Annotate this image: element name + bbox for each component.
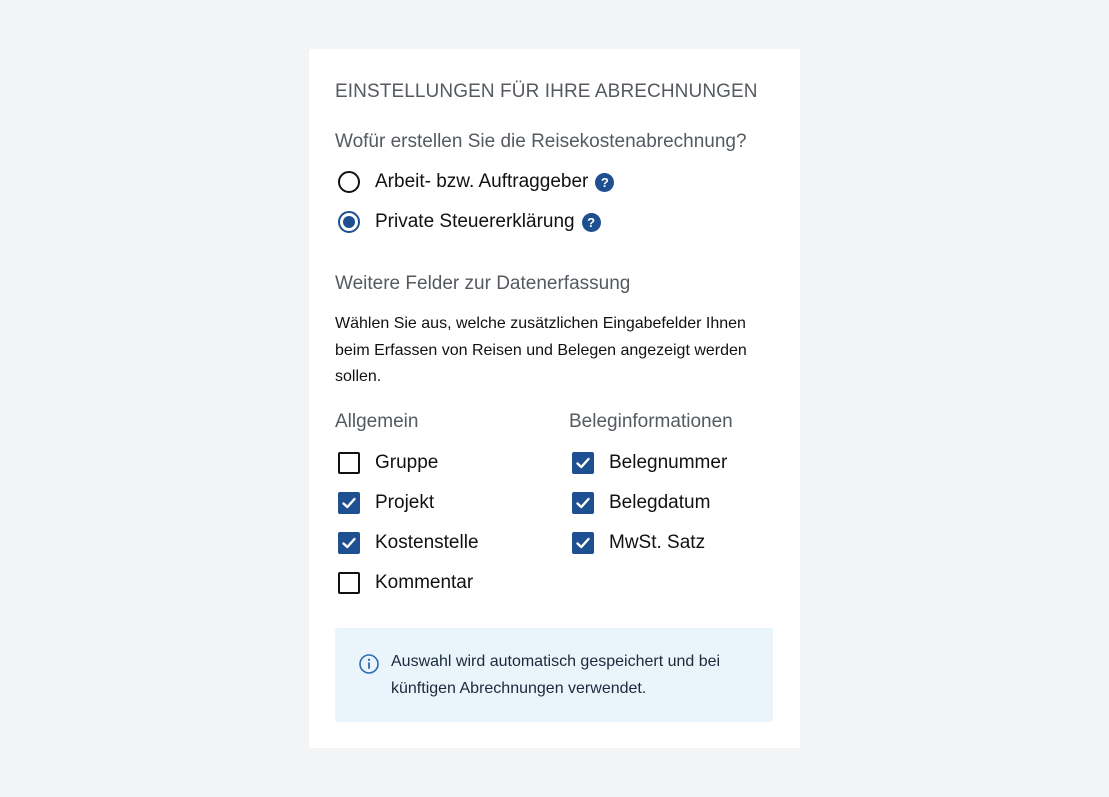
checkbox-label-gruppe: Gruppe bbox=[375, 452, 439, 473]
radio-button-employer[interactable] bbox=[338, 171, 360, 193]
checkmark-icon bbox=[575, 455, 591, 471]
checkbox-label-belegdatum: Belegdatum bbox=[609, 492, 711, 513]
checkbox-projekt[interactable] bbox=[338, 492, 360, 514]
checkbox-row-mwst-satz[interactable] bbox=[572, 530, 705, 556]
checkbox-belegnummer[interactable] bbox=[572, 452, 594, 474]
info-box bbox=[335, 628, 773, 722]
radio-label-tax: Private Steuererklärung bbox=[375, 211, 575, 232]
checkbox-label-belegnummer: Belegnummer bbox=[609, 452, 728, 473]
purpose-question: Wofür erstellen Sie die Reisekostenabrechnung? bbox=[335, 131, 747, 152]
fields-description: Wählen Sie aus, welche zusätzlichen Eingabefelder Ihnen beim Erfassen von Reisen und Belegen angezeigt werden sollen. bbox=[335, 315, 747, 385]
settings-card bbox=[309, 49, 800, 748]
checkbox-row-belegdatum[interactable] bbox=[572, 490, 710, 516]
checkbox-row-kostenstelle[interactable] bbox=[338, 530, 479, 556]
checkbox-belegdatum[interactable] bbox=[572, 492, 594, 514]
fields-heading: Weitere Felder zur Datenerfassung bbox=[335, 273, 631, 294]
checkbox-label-kommentar: Kommentar bbox=[375, 572, 474, 593]
receipt-heading: Beleginformationen bbox=[569, 411, 733, 432]
checkbox-mwst-satz[interactable] bbox=[572, 532, 594, 554]
checkmark-icon bbox=[341, 535, 357, 551]
checkbox-row-belegnummer[interactable] bbox=[572, 450, 727, 476]
checkmark-icon bbox=[575, 535, 591, 551]
help-icon[interactable]: ? bbox=[582, 213, 601, 232]
checkbox-gruppe[interactable] bbox=[338, 452, 360, 474]
checkbox-kostenstelle[interactable] bbox=[338, 532, 360, 554]
section-title: EINSTELLUNGEN FÜR IHRE ABRECHNUNGEN bbox=[335, 81, 758, 102]
checkmark-icon bbox=[341, 495, 357, 511]
radio-button-tax[interactable] bbox=[338, 211, 360, 233]
radio-option-employer[interactable] bbox=[338, 169, 614, 195]
info-text: Auswahl wird automatisch gespeichert und bei künftigen Abrechnungen verwendet. bbox=[391, 653, 721, 697]
radio-label-employer: Arbeit- bzw. Auftraggeber bbox=[375, 171, 589, 192]
checkbox-row-gruppe[interactable] bbox=[338, 450, 438, 476]
checkbox-label-projekt: Projekt bbox=[375, 492, 435, 513]
checkbox-row-kommentar[interactable] bbox=[338, 570, 473, 596]
checkmark-icon bbox=[575, 495, 591, 511]
checkbox-row-projekt[interactable] bbox=[338, 490, 434, 516]
checkbox-label-mwst-satz: MwSt. Satz bbox=[609, 532, 706, 553]
general-heading: Allgemein bbox=[335, 411, 419, 432]
checkbox-kommentar[interactable] bbox=[338, 572, 360, 594]
radio-option-tax[interactable] bbox=[338, 209, 601, 235]
help-icon[interactable]: ? bbox=[595, 173, 614, 192]
info-circle-icon bbox=[358, 653, 380, 675]
checkbox-label-kostenstelle: Kostenstelle bbox=[375, 532, 479, 553]
